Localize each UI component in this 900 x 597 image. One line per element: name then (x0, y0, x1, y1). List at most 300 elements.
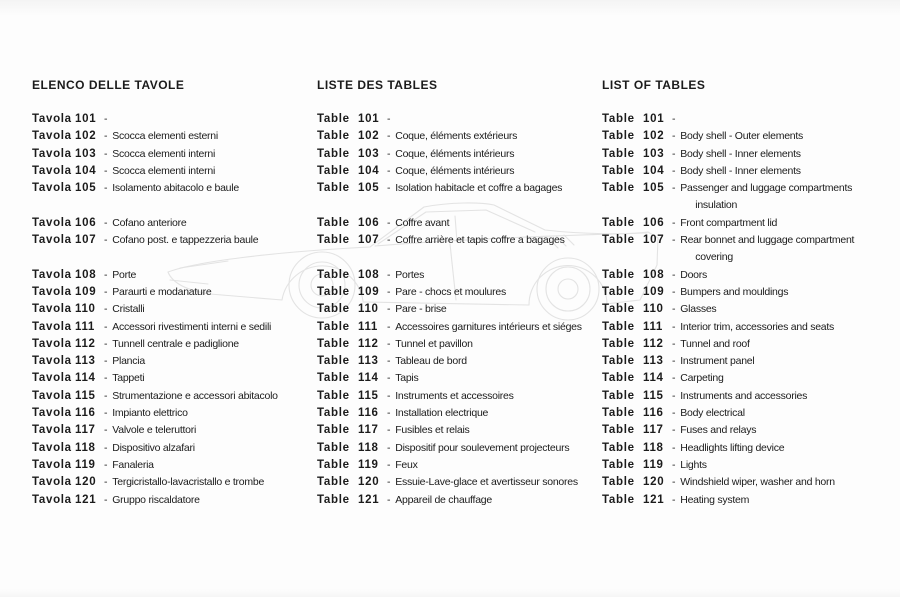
row-description-line1: Accessori rivestimenti interni e sedili (112, 320, 272, 333)
table-row (602, 215, 892, 232)
row-number: 119 (75, 458, 96, 471)
row-separator: - (104, 130, 108, 143)
row-description-line1: Paraurti e modanature (112, 285, 212, 298)
row-label: Table (602, 355, 635, 368)
row-separator: - (104, 320, 108, 333)
row-description-line1: Bumpers and mouldings (680, 285, 789, 298)
row-label: Table (602, 182, 635, 195)
row-label: Table (602, 234, 635, 247)
row-separator: - (387, 493, 391, 506)
row-description-line1: Doors (680, 268, 708, 281)
row-description (680, 492, 749, 509)
row-label: Table (317, 493, 350, 506)
row-number: 101 (75, 113, 97, 125)
row-separator: - (672, 182, 676, 195)
row-description-line1: Heating system (680, 493, 750, 506)
row-description (112, 128, 218, 145)
row-label: Tavola (32, 285, 72, 298)
table-row (32, 457, 317, 474)
row-number: 110 (643, 303, 664, 316)
row-number: 117 (75, 424, 96, 437)
row-number: 119 (643, 458, 664, 471)
row-number: 106 (358, 216, 380, 229)
row-number: 114 (75, 372, 96, 385)
row-description (395, 440, 569, 457)
row-description-line1: Pare - brise (395, 303, 447, 316)
row-description-line1: Essuie-Lave-glace et avertisseur sonores (395, 476, 578, 489)
row-number: 118 (358, 441, 379, 454)
row-label: Table (602, 493, 635, 506)
row-separator: - (672, 337, 676, 350)
row-description (395, 405, 488, 422)
row-description (112, 301, 144, 318)
row-separator: - (672, 389, 676, 402)
row-separator: - (387, 320, 391, 333)
row-number: 116 (643, 407, 664, 420)
table-row (317, 301, 602, 318)
row-number: 109 (75, 285, 97, 298)
row-separator: - (104, 147, 108, 160)
row-label: Tavola (32, 493, 72, 506)
row-number: 106 (75, 216, 97, 229)
column-gap (317, 249, 602, 266)
table-row (602, 405, 892, 422)
row-separator: - (672, 164, 676, 177)
row-description-line1: Cofano post. e tappezzeria baule (112, 234, 259, 247)
table-row (602, 440, 892, 457)
table-row (317, 457, 602, 474)
row-label: Tavola (32, 130, 72, 143)
row-separator: - (672, 147, 676, 160)
row-label: Tavola (32, 476, 72, 489)
row-number: 105 (75, 182, 97, 195)
row-label: Table (317, 458, 350, 471)
row-description (112, 492, 199, 509)
row-label: Tavola (32, 355, 72, 368)
column-gap (317, 197, 602, 214)
table-row (602, 319, 892, 336)
row-number: 120 (75, 476, 97, 489)
row-label: Table (602, 303, 635, 316)
table-row (32, 405, 317, 422)
table-row (32, 440, 317, 457)
row-description-line1: Instruments and accessories (680, 389, 808, 402)
row-number: 103 (643, 147, 665, 160)
row-description-line1: Valvole e teleruttori (112, 424, 197, 437)
row-description (395, 267, 424, 284)
table-row (32, 215, 317, 232)
row-separator: - (672, 441, 676, 454)
table-row (317, 284, 602, 301)
row-description-line1: Body electrical (680, 407, 745, 420)
row-description-line1: Body shell - Outer elements (680, 130, 804, 143)
column-gap (32, 197, 317, 214)
row-number: 115 (75, 389, 96, 402)
row-label: Table (602, 268, 635, 281)
row-separator: - (672, 113, 676, 125)
row-description (112, 370, 144, 387)
table-row (317, 370, 602, 387)
row-label: Table (317, 320, 350, 333)
table-row (32, 353, 317, 370)
table-row (317, 353, 602, 370)
row-separator: - (387, 389, 391, 402)
row-label: Tavola (32, 147, 72, 160)
row-description (395, 336, 472, 353)
row-label: Table (602, 147, 635, 160)
row-separator: - (104, 424, 108, 437)
table-row (602, 111, 892, 128)
column-heading: LISTE DES TABLES (317, 78, 438, 92)
row-description (112, 336, 239, 353)
row-description-line1: Tunnel et pavillon (395, 337, 473, 350)
row-description (680, 388, 807, 405)
row-label: Tavola (32, 164, 72, 177)
row-separator: - (387, 458, 391, 471)
table-row (602, 146, 892, 163)
row-separator: - (104, 164, 108, 177)
row-separator: - (387, 407, 391, 420)
row-description (112, 353, 145, 370)
row-description-line1: Cofano anteriore (112, 216, 187, 229)
row-label: Table (317, 130, 350, 143)
row-description (112, 474, 264, 491)
row-number: 120 (643, 476, 665, 489)
row-number: 108 (75, 268, 97, 281)
row-separator: - (104, 337, 108, 350)
row-description-line2: covering (695, 251, 733, 264)
row-separator: - (672, 234, 676, 247)
row-separator: - (104, 476, 108, 489)
row-label: Table (602, 337, 635, 350)
table-row (317, 492, 602, 509)
row-separator: - (672, 268, 676, 281)
row-number: 111 (75, 320, 96, 333)
row-label: Tavola (32, 234, 72, 247)
row-description-line1: Scocca elementi interni (112, 147, 216, 160)
row-description (112, 284, 211, 301)
row-number: 103 (75, 147, 97, 160)
table-row (32, 422, 317, 439)
column-heading: LIST OF TABLES (602, 78, 706, 92)
row-description (395, 492, 492, 509)
row-description-line1: Feux (395, 458, 418, 471)
table-row (317, 232, 602, 249)
row-label: Table (317, 407, 350, 420)
row-label: Table (317, 476, 350, 489)
row-separator: - (104, 493, 108, 506)
row-number: 111 (643, 320, 664, 333)
row-label: Table (602, 320, 635, 333)
row-number: 121 (643, 493, 665, 506)
row-description-line1: Fusibles et relais (395, 424, 470, 437)
table-row (602, 284, 892, 301)
row-separator: - (387, 130, 391, 143)
row-description-line1: Tappeti (112, 372, 145, 385)
row-label: Table (602, 113, 635, 125)
row-description (112, 388, 278, 405)
row-label: Table (602, 164, 635, 177)
row-label: Table (317, 268, 350, 281)
row-separator: - (104, 234, 108, 247)
column-italian (32, 78, 317, 509)
row-description (112, 180, 239, 197)
row-description-line1: Coque, éléments extérieurs (395, 130, 518, 143)
table-row (32, 163, 317, 180)
row-separator: - (104, 303, 108, 316)
row-separator: - (387, 303, 391, 316)
row-number: 101 (643, 113, 665, 125)
column-french (317, 78, 602, 509)
table-row (32, 492, 317, 509)
table-row (317, 319, 602, 336)
row-label: Table (602, 285, 635, 298)
row-label: Tavola (32, 441, 72, 454)
row-label: Table (602, 216, 635, 229)
row-description (395, 180, 562, 197)
row-description (112, 146, 215, 163)
row-description (680, 284, 788, 301)
row-label: Tavola (32, 268, 72, 281)
row-description-line1: Portes (395, 268, 425, 281)
row-description-line1: Headlights lifting device (680, 441, 785, 454)
row-description (680, 440, 784, 457)
row-description (680, 232, 854, 267)
table-row (602, 128, 892, 145)
table-row (32, 232, 317, 249)
column-heading: ELENCO DELLE TAVOLE (32, 78, 185, 92)
row-label: Table (602, 407, 635, 420)
row-separator: - (672, 130, 676, 143)
row-separator: - (104, 407, 108, 420)
row-description-line1: Tapis (395, 372, 419, 385)
row-separator: - (104, 285, 108, 298)
row-label: Tavola (32, 303, 72, 316)
row-number: 107 (643, 234, 665, 247)
table-row (32, 474, 317, 491)
row-separator: - (104, 113, 108, 125)
row-description-line1: Lights (680, 458, 707, 471)
row-label: Table (317, 182, 350, 195)
row-description (395, 370, 418, 387)
row-label: Table (317, 424, 350, 437)
table-row (317, 440, 602, 457)
table-row (602, 388, 892, 405)
row-number: 121 (75, 493, 97, 506)
row-separator: - (387, 216, 391, 229)
table-of-contents-columns (32, 78, 892, 509)
row-number: 113 (358, 355, 379, 368)
table-row (602, 492, 892, 509)
row-number: 107 (75, 234, 97, 247)
row-separator: - (387, 441, 391, 454)
table-row (32, 267, 317, 284)
row-description (680, 370, 723, 387)
row-description-line1: Pare - chocs et moulures (395, 285, 506, 298)
row-description (395, 301, 446, 318)
row-label: Table (317, 164, 350, 177)
row-description (112, 440, 195, 457)
row-label: Table (602, 476, 635, 489)
row-description-line1: Tableau de bord (395, 355, 467, 368)
row-description-line1: Instruments et accessoires (395, 389, 514, 402)
row-description-line1: Fuses and relays (680, 424, 757, 437)
table-row (602, 336, 892, 353)
row-description-line1: Cristalli (112, 303, 145, 316)
row-separator: - (387, 164, 391, 177)
row-description (395, 215, 449, 232)
row-separator: - (387, 372, 391, 385)
row-description (112, 163, 215, 180)
row-description (112, 422, 196, 439)
table-row (32, 146, 317, 163)
row-description-line1: Tunnell centrale e padiglione (112, 337, 239, 350)
row-number: 117 (643, 424, 664, 437)
row-number: 121 (358, 493, 380, 506)
row-description (680, 267, 707, 284)
table-row (32, 301, 317, 318)
row-number: 109 (358, 285, 380, 298)
row-number: 111 (358, 320, 379, 333)
row-number: 112 (358, 337, 379, 350)
column-gap (32, 249, 317, 266)
table-row (317, 128, 602, 145)
row-number: 105 (643, 182, 665, 195)
row-number: 108 (643, 268, 665, 281)
row-description (395, 319, 582, 336)
row-number: 104 (75, 164, 97, 177)
row-separator: - (387, 424, 391, 437)
row-description-line1: Coque, éléments intérieurs (395, 164, 515, 177)
row-description (680, 353, 754, 370)
row-number: 115 (643, 389, 664, 402)
row-description (680, 336, 749, 353)
row-separator: - (387, 337, 391, 350)
row-separator: - (104, 372, 108, 385)
row-description (680, 146, 800, 163)
row-label: Table (317, 303, 350, 316)
table-row (602, 267, 892, 284)
row-separator: - (672, 424, 676, 437)
table-row (317, 336, 602, 353)
row-description-line1: Front compartment lid (680, 216, 778, 229)
row-separator: - (104, 458, 108, 471)
row-number: 112 (75, 337, 96, 350)
row-description (395, 128, 517, 145)
table-row (602, 422, 892, 439)
row-number: 118 (643, 441, 664, 454)
row-description (680, 319, 834, 336)
row-number: 104 (643, 164, 665, 177)
row-label: Table (602, 130, 635, 143)
row-separator: - (387, 268, 391, 281)
table-row (317, 267, 602, 284)
table-row (602, 353, 892, 370)
table-row (317, 146, 602, 163)
row-description (395, 232, 564, 249)
row-description-line1: Coffre avant (395, 216, 450, 229)
row-separator: - (672, 372, 676, 385)
row-number: 102 (643, 130, 665, 143)
row-number: 112 (643, 337, 664, 350)
row-separator: - (672, 320, 676, 333)
row-description-line1: Appareil de chauffage (395, 493, 492, 506)
row-separator: - (104, 216, 108, 229)
row-description (112, 405, 187, 422)
row-label: Table (317, 216, 350, 229)
table-row (317, 474, 602, 491)
row-label: Table (317, 372, 350, 385)
row-number: 102 (75, 130, 97, 143)
row-description (112, 215, 186, 232)
row-label: Tavola (32, 407, 72, 420)
table-row (317, 422, 602, 439)
row-label: Table (317, 337, 350, 350)
row-description (395, 284, 506, 301)
row-description-line1: Isolation habitacle et coffre a bagages (395, 182, 563, 195)
row-label: Table (317, 285, 350, 298)
table-row (32, 370, 317, 387)
table-row (317, 163, 602, 180)
row-label: Tavola (32, 216, 72, 229)
row-description (680, 422, 756, 439)
table-row (32, 128, 317, 145)
row-description (680, 180, 852, 215)
row-separator: - (672, 493, 676, 506)
row-number: 105 (358, 182, 380, 195)
row-label: Tavola (32, 389, 72, 402)
row-label: Tavola (32, 337, 72, 350)
row-description (395, 474, 578, 491)
row-description (395, 163, 514, 180)
row-description (112, 267, 136, 284)
row-description-line1: Coffre arrière et tapis coffre a bagages (395, 234, 565, 247)
row-description-line1: Isolamento abitacolo e baule (112, 182, 239, 195)
row-number: 114 (643, 372, 664, 385)
row-description-line1: Glasses (680, 303, 717, 316)
row-description-line1: Accessoires garnitures intérieurs et siéges (395, 320, 582, 333)
row-description (395, 146, 514, 163)
row-number: 114 (358, 372, 379, 385)
row-number: 101 (358, 113, 380, 125)
row-separator: - (672, 216, 676, 229)
row-separator: - (672, 476, 676, 489)
table-row (317, 180, 602, 197)
row-number: 120 (358, 476, 380, 489)
table-row (317, 388, 602, 405)
row-label: Table (317, 441, 350, 454)
row-separator: - (104, 182, 108, 195)
row-separator: - (387, 113, 391, 125)
row-label: Tavola (32, 424, 72, 437)
row-separator: - (104, 355, 108, 368)
row-separator: - (672, 355, 676, 368)
row-number: 104 (358, 164, 380, 177)
row-separator: - (672, 303, 676, 316)
row-description (395, 422, 469, 439)
row-separator: - (387, 355, 391, 368)
row-number: 110 (358, 303, 379, 316)
row-description (680, 163, 800, 180)
row-label: Table (602, 389, 635, 402)
row-label: Table (317, 113, 350, 125)
row-description-line1: Impianto elettrico (112, 407, 188, 420)
row-label: Table (602, 458, 635, 471)
table-row (32, 284, 317, 301)
table-row (602, 180, 892, 215)
row-description-line1: Interior trim, accessories and seats (680, 320, 835, 333)
row-separator: - (387, 234, 391, 247)
